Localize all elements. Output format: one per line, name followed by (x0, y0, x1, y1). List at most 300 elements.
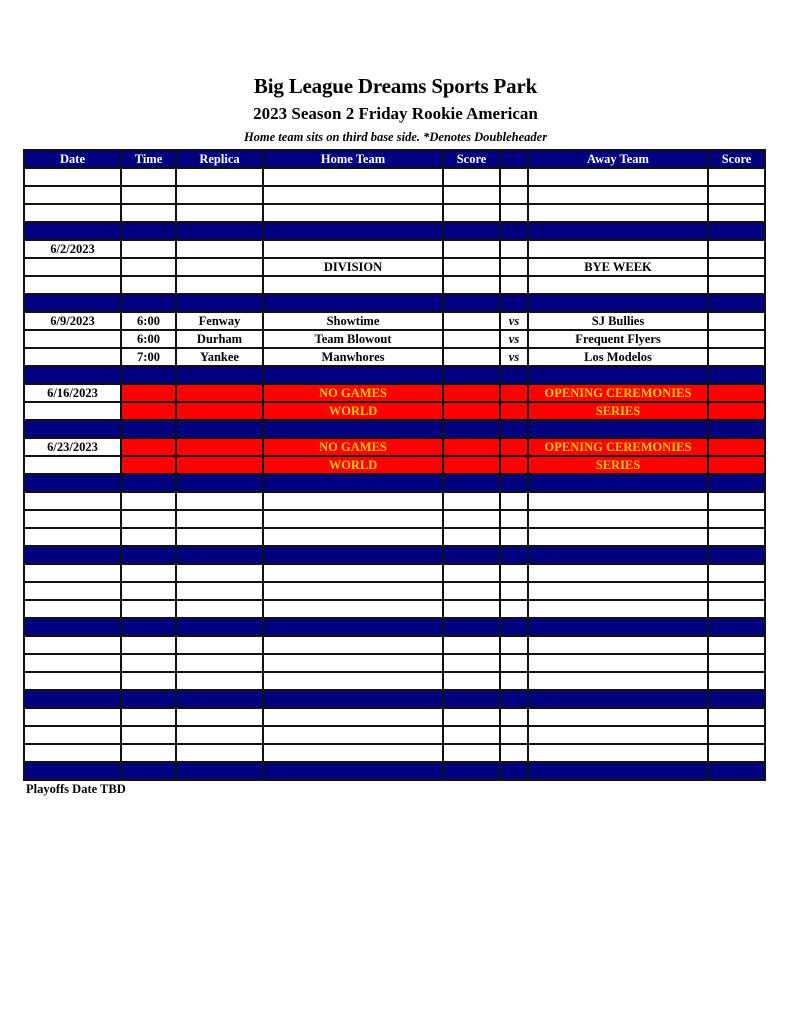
cell-vs (500, 402, 528, 420)
cell-time (121, 636, 176, 654)
cell-date (24, 654, 121, 672)
cell-date: 6/9/2023 (24, 312, 121, 330)
cell-away-score (708, 366, 765, 384)
cell-replica (176, 582, 263, 600)
col-header-replica: Replica (176, 150, 263, 168)
cell-vs (500, 528, 528, 546)
cell-vs (500, 276, 528, 294)
cell-time (121, 474, 176, 492)
cell-home-team: WORLD (263, 402, 443, 420)
cell-time (121, 384, 176, 402)
cell-time (121, 510, 176, 528)
cell-away-team (528, 276, 708, 294)
cell-vs (500, 474, 528, 492)
cell-date (24, 456, 121, 474)
cell-replica (176, 366, 263, 384)
cell-time (121, 438, 176, 456)
cell-away-team: SJ Bullies (528, 312, 708, 330)
col-header-home-team: Home Team (263, 150, 443, 168)
cell-home-team (263, 222, 443, 240)
cell-away-team (528, 690, 708, 708)
cell-vs (500, 654, 528, 672)
cell-replica (176, 384, 263, 402)
cell-replica (176, 708, 263, 726)
col-header-time: Time (121, 150, 176, 168)
cell-date (24, 762, 121, 780)
table-row (24, 726, 765, 744)
no-games-row (24, 402, 765, 420)
cell-time (121, 744, 176, 762)
cell-home-score (443, 258, 500, 276)
cell-home-team (263, 564, 443, 582)
cell-home-score (443, 708, 500, 726)
cell-date (24, 204, 121, 222)
cell-replica (176, 618, 263, 636)
cell-away-team (528, 186, 708, 204)
cell-date (24, 636, 121, 654)
cell-away-score (708, 312, 765, 330)
week-separator-row (24, 366, 765, 384)
cell-replica (176, 672, 263, 690)
cell-date (24, 708, 121, 726)
cell-away-team (528, 474, 708, 492)
cell-time (121, 420, 176, 438)
cell-home-score (443, 384, 500, 402)
cell-replica: Yankee (176, 348, 263, 366)
cell-home-team (263, 420, 443, 438)
table-header-row (24, 150, 765, 168)
cell-away-score (708, 294, 765, 312)
cell-away-team: OPENING CEREMONIES (528, 384, 708, 402)
cell-date (24, 546, 121, 564)
cell-home-score (443, 294, 500, 312)
cell-date (24, 510, 121, 528)
cell-home-team (263, 600, 443, 618)
cell-time (121, 186, 176, 204)
cell-home-team (263, 546, 443, 564)
cell-home-score (443, 168, 500, 186)
col-header-home-score: Score (443, 150, 500, 168)
cell-home-team (263, 636, 443, 654)
cell-time (121, 366, 176, 384)
cell-replica (176, 744, 263, 762)
table-row (24, 204, 765, 222)
cell-home-score (443, 546, 500, 564)
cell-away-score (708, 708, 765, 726)
cell-vs (500, 636, 528, 654)
cell-home-team (263, 690, 443, 708)
cell-date (24, 726, 121, 744)
cell-home-score (443, 672, 500, 690)
cell-home-score (443, 330, 500, 348)
cell-replica (176, 438, 263, 456)
cell-date (24, 690, 121, 708)
cell-vs (500, 384, 528, 402)
cell-home-team (263, 654, 443, 672)
cell-home-team (263, 744, 443, 762)
cell-home-score (443, 762, 500, 780)
schedule-note: Home team sits on third base side. *Denotes Doubleheader (243, 130, 548, 144)
cell-away-team: BYE WEEK (528, 258, 708, 276)
cell-home-score (443, 276, 500, 294)
cell-replica (176, 276, 263, 294)
cell-time: 6:00 (121, 312, 176, 330)
table-row (24, 528, 765, 546)
page-subtitle: 2023 Season 2 Friday Rookie American (253, 104, 538, 123)
cell-away-score (708, 636, 765, 654)
cell-vs (500, 690, 528, 708)
cell-time (121, 168, 176, 186)
cell-replica (176, 528, 263, 546)
cell-time (121, 222, 176, 240)
cell-replica (176, 204, 263, 222)
cell-away-team: SERIES (528, 456, 708, 474)
table-row (24, 168, 765, 186)
week-separator-row (24, 222, 765, 240)
cell-date (24, 420, 121, 438)
cell-date: 6/23/2023 (24, 438, 121, 456)
cell-time (121, 762, 176, 780)
cell-vs (500, 168, 528, 186)
cell-away-score (708, 654, 765, 672)
cell-replica (176, 222, 263, 240)
week-separator-row (24, 690, 765, 708)
cell-time (121, 258, 176, 276)
cell-vs (500, 294, 528, 312)
cell-away-score (708, 330, 765, 348)
cell-home-team (263, 474, 443, 492)
cell-time (121, 240, 176, 258)
cell-home-team (263, 672, 443, 690)
cell-away-team (528, 510, 708, 528)
cell-away-team: Los Modelos (528, 348, 708, 366)
cell-away-score (708, 276, 765, 294)
no-games-row (24, 438, 765, 456)
cell-vs (500, 708, 528, 726)
cell-away-score (708, 546, 765, 564)
cell-home-score (443, 474, 500, 492)
cell-home-score (443, 420, 500, 438)
cell-replica (176, 474, 263, 492)
cell-replica (176, 636, 263, 654)
cell-replica (176, 690, 263, 708)
cell-time: 6:00 (121, 330, 176, 348)
cell-home-score (443, 564, 500, 582)
cell-home-score (443, 636, 500, 654)
cell-vs (500, 762, 528, 780)
cell-home-team (263, 492, 443, 510)
cell-away-score (708, 600, 765, 618)
cell-away-score (708, 240, 765, 258)
cell-away-team (528, 204, 708, 222)
cell-away-team (528, 618, 708, 636)
cell-home-team: NO GAMES (263, 438, 443, 456)
cell-home-score (443, 654, 500, 672)
cell-away-team (528, 654, 708, 672)
cell-away-team (528, 528, 708, 546)
table-row (24, 510, 765, 528)
cell-date (24, 492, 121, 510)
cell-replica (176, 258, 263, 276)
cell-home-score (443, 690, 500, 708)
cell-home-team: WORLD (263, 456, 443, 474)
cell-away-team (528, 582, 708, 600)
cell-vs (500, 258, 528, 276)
cell-time (121, 528, 176, 546)
cell-date (24, 186, 121, 204)
cell-vs (500, 186, 528, 204)
cell-away-score (708, 420, 765, 438)
cell-vs (500, 222, 528, 240)
cell-away-team: SERIES (528, 402, 708, 420)
cell-date (24, 348, 121, 366)
cell-home-score (443, 222, 500, 240)
table-row (24, 636, 765, 654)
week-separator-row (24, 294, 765, 312)
cell-home-team (263, 240, 443, 258)
cell-vs (500, 240, 528, 258)
cell-date (24, 618, 121, 636)
cell-replica (176, 294, 263, 312)
cell-away-score (708, 690, 765, 708)
cell-replica (176, 492, 263, 510)
cell-replica (176, 420, 263, 438)
cell-home-team: Showtime (263, 312, 443, 330)
cell-away-score (708, 492, 765, 510)
cell-vs (500, 204, 528, 222)
cell-home-team (263, 276, 443, 294)
week-separator-row (24, 762, 765, 780)
cell-away-score (708, 168, 765, 186)
cell-home-score (443, 492, 500, 510)
week-separator-row (24, 618, 765, 636)
table-row (24, 492, 765, 510)
col-header-date: Date (24, 150, 121, 168)
col-header-vs (500, 150, 528, 168)
cell-away-score (708, 564, 765, 582)
cell-date (24, 744, 121, 762)
cell-home-team (263, 618, 443, 636)
cell-home-team (263, 762, 443, 780)
cell-home-score (443, 582, 500, 600)
cell-home-team: NO GAMES (263, 384, 443, 402)
cell-home-score (443, 366, 500, 384)
cell-vs: vs (500, 330, 528, 348)
no-games-row (24, 384, 765, 402)
cell-time (121, 582, 176, 600)
cell-away-score (708, 258, 765, 276)
cell-away-team (528, 636, 708, 654)
cell-home-score (443, 186, 500, 204)
cell-date (24, 402, 121, 420)
week-separator-row (24, 420, 765, 438)
cell-date (24, 600, 121, 618)
cell-home-score (443, 510, 500, 528)
cell-home-score (443, 240, 500, 258)
table-row (24, 564, 765, 582)
cell-away-team (528, 726, 708, 744)
cell-date (24, 222, 121, 240)
cell-time (121, 618, 176, 636)
cell-home-score (443, 744, 500, 762)
cell-vs (500, 366, 528, 384)
cell-replica: Fenway (176, 312, 263, 330)
cell-away-score (708, 582, 765, 600)
cell-home-team: Manwhores (263, 348, 443, 366)
table-row (24, 276, 765, 294)
cell-vs (500, 438, 528, 456)
cell-away-score (708, 510, 765, 528)
cell-date (24, 672, 121, 690)
cell-away-team (528, 420, 708, 438)
table-row (24, 186, 765, 204)
cell-away-score (708, 348, 765, 366)
cell-replica (176, 510, 263, 528)
cell-replica (176, 762, 263, 780)
cell-time (121, 690, 176, 708)
week-separator-row (24, 474, 765, 492)
cell-away-score (708, 528, 765, 546)
cell-date (24, 330, 121, 348)
cell-home-team (263, 168, 443, 186)
cell-date (24, 168, 121, 186)
cell-time (121, 600, 176, 618)
cell-away-score (708, 222, 765, 240)
table-row (24, 258, 765, 276)
cell-home-score (443, 456, 500, 474)
cell-replica (176, 402, 263, 420)
cell-home-team: DIVISION (263, 258, 443, 276)
cell-vs (500, 726, 528, 744)
cell-time (121, 276, 176, 294)
cell-time (121, 726, 176, 744)
cell-vs: vs (500, 348, 528, 366)
cell-home-team (263, 726, 443, 744)
cell-time (121, 708, 176, 726)
cell-away-score (708, 618, 765, 636)
no-games-row (24, 456, 765, 474)
cell-away-team (528, 294, 708, 312)
cell-away-team (528, 168, 708, 186)
cell-date (24, 276, 121, 294)
cell-away-team (528, 564, 708, 582)
cell-home-score (443, 600, 500, 618)
cell-date (24, 366, 121, 384)
table-row (24, 582, 765, 600)
cell-away-team (528, 222, 708, 240)
cell-away-team (528, 240, 708, 258)
page-title: Big League Dreams Sports Park (253, 74, 538, 98)
cell-home-score (443, 618, 500, 636)
cell-away-team (528, 546, 708, 564)
cell-vs (500, 456, 528, 474)
cell-home-team (263, 204, 443, 222)
cell-vs (500, 744, 528, 762)
cell-away-team (528, 600, 708, 618)
cell-away-score (708, 204, 765, 222)
cell-replica (176, 186, 263, 204)
cell-away-team (528, 744, 708, 762)
cell-home-team (263, 366, 443, 384)
table-row (24, 708, 765, 726)
table-row (24, 330, 765, 348)
cell-away-score (708, 456, 765, 474)
cell-vs (500, 672, 528, 690)
cell-date (24, 528, 121, 546)
cell-home-team (263, 528, 443, 546)
cell-home-score (443, 726, 500, 744)
cell-time (121, 564, 176, 582)
cell-home-team (263, 186, 443, 204)
cell-vs (500, 564, 528, 582)
cell-away-team (528, 762, 708, 780)
cell-replica (176, 456, 263, 474)
cell-away-score (708, 762, 765, 780)
cell-replica (176, 726, 263, 744)
table-row (24, 654, 765, 672)
cell-vs (500, 492, 528, 510)
table-row (24, 312, 765, 330)
cell-home-score (443, 312, 500, 330)
cell-away-score (708, 402, 765, 420)
cell-time: 7:00 (121, 348, 176, 366)
cell-away-team: Frequent Flyers (528, 330, 708, 348)
cell-replica (176, 600, 263, 618)
cell-home-score (443, 204, 500, 222)
cell-away-score (708, 384, 765, 402)
cell-time (121, 672, 176, 690)
cell-time (121, 654, 176, 672)
table-row (24, 600, 765, 618)
cell-home-team (263, 582, 443, 600)
cell-away-score (708, 186, 765, 204)
col-header-away-team: Away Team (528, 150, 708, 168)
cell-date (24, 294, 121, 312)
week-separator-row (24, 546, 765, 564)
cell-time (121, 456, 176, 474)
cell-vs (500, 618, 528, 636)
cell-time (121, 492, 176, 510)
table-row (24, 240, 765, 258)
cell-home-team (263, 708, 443, 726)
cell-away-score (708, 726, 765, 744)
cell-vs (500, 546, 528, 564)
cell-replica (176, 168, 263, 186)
schedule-body (24, 168, 765, 780)
cell-away-score (708, 474, 765, 492)
cell-date: 6/16/2023 (24, 384, 121, 402)
cell-home-team (263, 510, 443, 528)
cell-date: 6/2/2023 (24, 240, 121, 258)
cell-replica (176, 240, 263, 258)
cell-date (24, 564, 121, 582)
cell-home-team: Team Blowout (263, 330, 443, 348)
cell-away-team (528, 366, 708, 384)
cell-home-score (443, 438, 500, 456)
cell-date (24, 474, 121, 492)
playoffs-note: Playoffs Date TBD (26, 782, 126, 796)
table-row (24, 348, 765, 366)
schedule-table (23, 149, 766, 781)
col-header-away-score: Score (708, 150, 765, 168)
cell-home-team (263, 294, 443, 312)
cell-vs (500, 582, 528, 600)
cell-date (24, 258, 121, 276)
cell-away-team (528, 492, 708, 510)
cell-home-score (443, 402, 500, 420)
cell-vs (500, 600, 528, 618)
cell-time (121, 546, 176, 564)
